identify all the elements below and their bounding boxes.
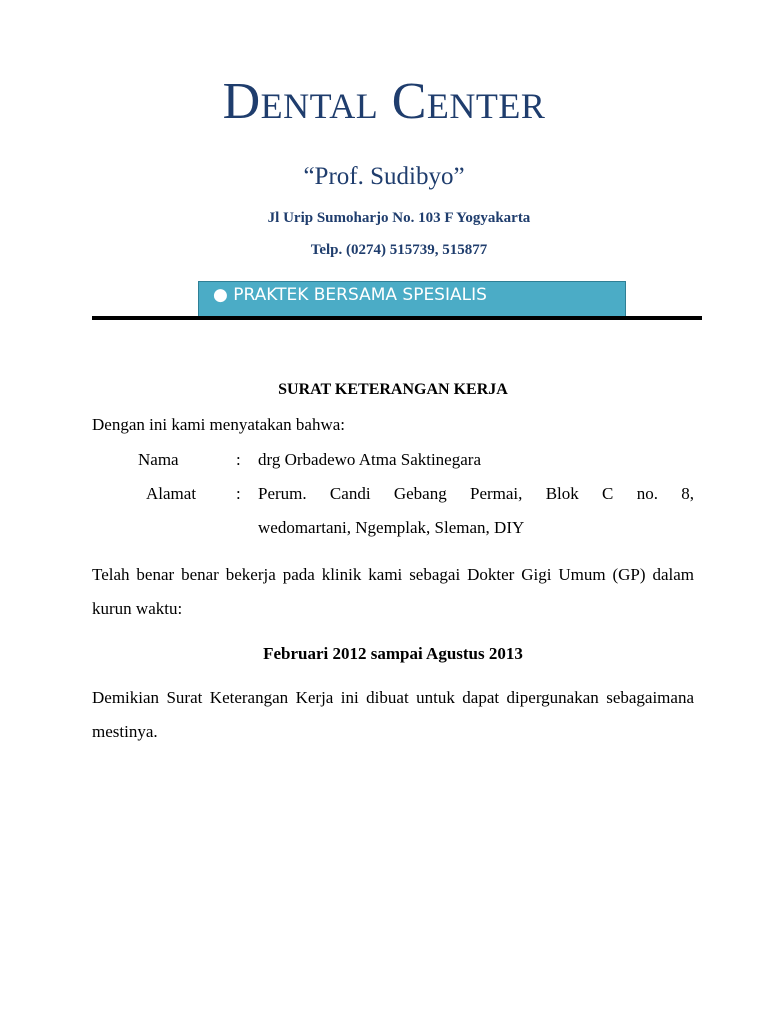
statement-text: Telah benar benar bekerja pada klinik kami sebagai Dokter Gigi Umum (GP) dalam kurun waktu: — [92, 565, 694, 618]
field-label-address: Alamat — [146, 484, 197, 503]
field-value-address: Perum. Candi Gebang Permai, Blok C no. 8, — [258, 484, 694, 503]
intro-text: Dengan ini kami menyatakan bahwa: — [92, 415, 346, 434]
field-value-name: drg Orbadewo Atma Saktinegara — [258, 450, 481, 469]
field-sep-address: : — [236, 484, 241, 503]
closing-text: Demikian Surat Keterangan Kerja ini dibuat untuk dapat dipergunakan sebagaimana mestinya. — [92, 688, 694, 741]
specialist-banner: ● PRAKTEK BERSAMA SPESIALIS — [198, 281, 626, 317]
field-label-name: Nama — [138, 450, 179, 469]
field-value-address-line2: wedomartani, Ngemplak, Sleman, DIY — [258, 518, 525, 537]
letter-heading: SURAT KETERANGAN KERJA — [278, 381, 508, 398]
clinic-phone: Telp. (0274) 515739, 515877 — [310, 242, 488, 258]
field-sep-name: : — [236, 450, 241, 469]
clinic-address: Jl Urip Sumoharjo No. 103 F Yogyakarta — [267, 210, 531, 226]
header-divider — [92, 316, 702, 320]
clinic-name: Dental Center — [222, 73, 546, 130]
work-period: Februari 2012 sampai Agustus 2013 — [263, 644, 523, 663]
clinic-subtitle: “Prof. Sudibyo” — [303, 163, 465, 190]
